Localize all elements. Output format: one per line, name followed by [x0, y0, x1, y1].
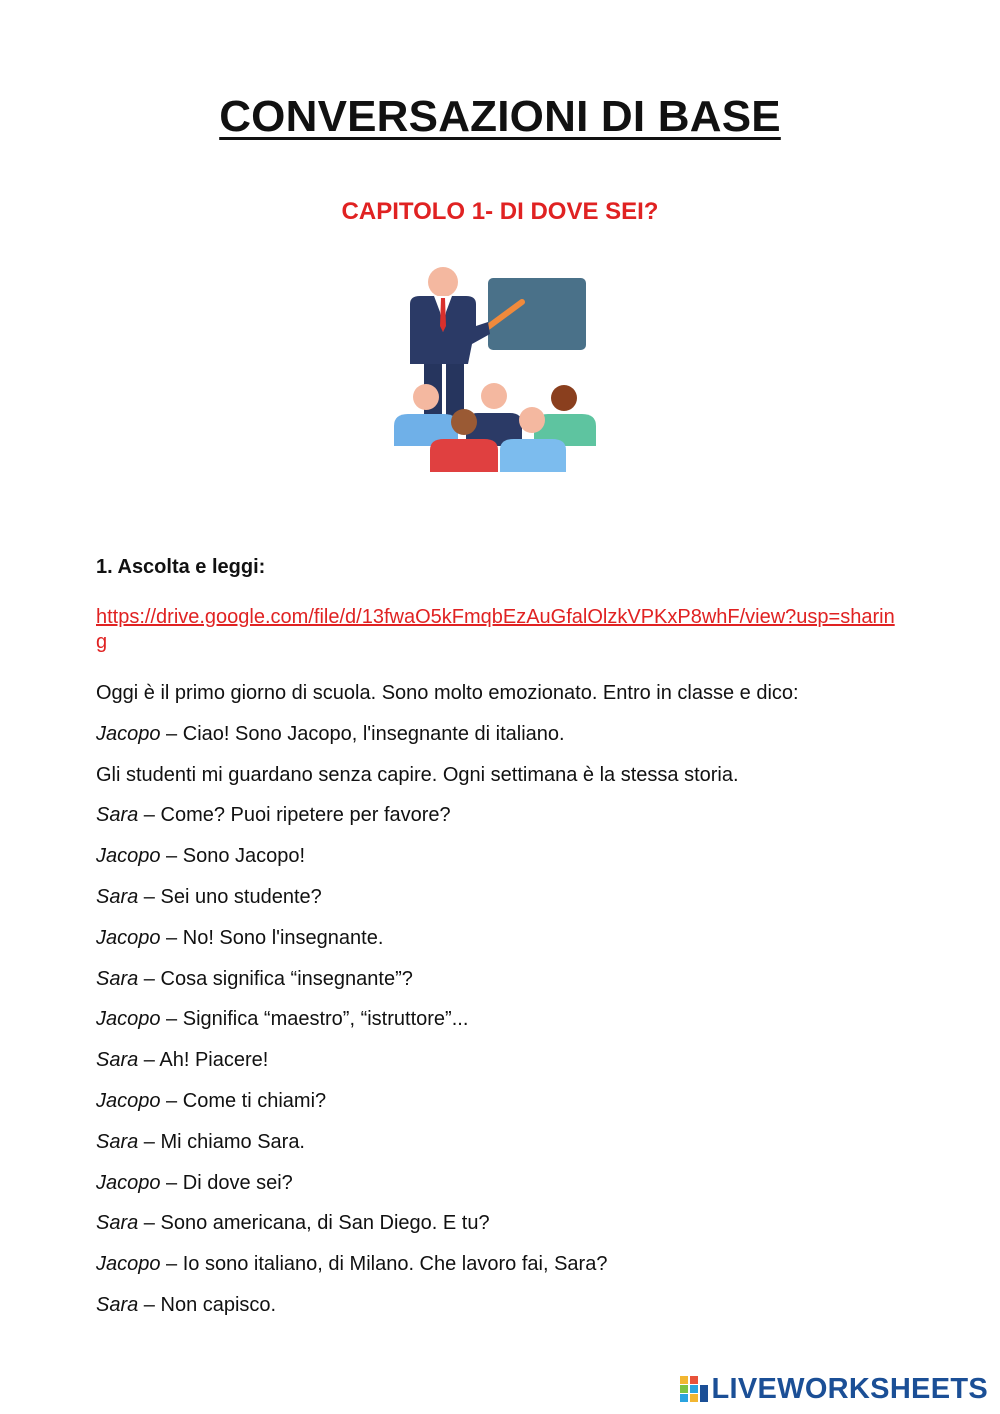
- dialogue-line: [96, 1006, 916, 1047]
- dialogue-line: [96, 1129, 916, 1170]
- dialogue-line: [96, 884, 916, 925]
- dialogue-line: [96, 1047, 916, 1088]
- speaker-separator: –: [138, 804, 161, 827]
- speaker-separator: –: [160, 1008, 183, 1031]
- dialogue-line: [96, 1170, 916, 1211]
- logo-text: LIVEWORKSHEETS: [711, 1372, 988, 1405]
- dialogue-line: [96, 762, 916, 803]
- speaker-name: Sara: [96, 1212, 139, 1235]
- speaker-name: Jacopo: [96, 1008, 161, 1031]
- line-text: Mi chiamo Sara.: [160, 1130, 305, 1153]
- speaker-separator: –: [160, 926, 183, 949]
- line-text: Di dove sei?: [182, 1171, 293, 1194]
- dialogue-line: [96, 1251, 916, 1292]
- speaker-separator: –: [138, 885, 161, 908]
- speaker-separator: –: [160, 845, 183, 868]
- line-text: Ciao! Sono Jacopo, l'insegnante di italiano.: [182, 722, 565, 745]
- dialogue-line: [96, 1088, 916, 1129]
- liveworksheets-logo: [680, 1372, 989, 1406]
- line-text: Oggi è il primo giorno di scuola. Sono molto emozionato. Entro in classe e dico:: [96, 682, 799, 704]
- speaker-separator: –: [160, 1253, 183, 1276]
- line-text: Come? Puoi ripetere per favore?: [160, 804, 451, 827]
- speaker-name: Sara: [96, 967, 139, 990]
- speaker-separator: –: [138, 1049, 160, 1072]
- speaker-separator: –: [138, 967, 161, 990]
- speaker-name: Jacopo: [96, 722, 161, 745]
- line-text: Non capisco.: [160, 1293, 277, 1316]
- line-text: Sono americana, di San Diego. E tu?: [160, 1212, 490, 1235]
- speaker-separator: –: [160, 722, 183, 745]
- teacher-classroom-icon: [388, 264, 602, 476]
- speaker-name: Jacopo: [96, 845, 161, 868]
- speaker-separator: –: [138, 1130, 161, 1153]
- liveworksheets-logo-icon: [680, 1376, 708, 1402]
- line-text: No! Sono l'insegnante.: [182, 926, 384, 949]
- chapter-subtitle: CAPITOLO 1- DI DOVE SEI?: [341, 198, 659, 225]
- speaker-separator: –: [138, 1293, 161, 1316]
- page-title: CONVERSAZIONI DI BASE: [219, 92, 781, 141]
- speaker-separator: –: [138, 1212, 161, 1235]
- line-text: Gli studenti mi guardano senza capire. Ogni settimana è la stessa storia.: [96, 763, 739, 786]
- speaker-name: Jacopo: [96, 926, 161, 949]
- speaker-separator: –: [160, 1171, 183, 1194]
- speaker-name: Sara: [96, 885, 139, 908]
- dialogue-line: [96, 966, 916, 1007]
- dialogue-text: [96, 680, 916, 1333]
- speaker-separator: –: [160, 1089, 183, 1112]
- speaker-name: Sara: [96, 1049, 139, 1072]
- line-text: Significa “maestro”, “istruttore”...: [182, 1008, 469, 1031]
- speaker-name: Sara: [96, 804, 139, 827]
- dialogue-line: [96, 802, 916, 843]
- speaker-name: Jacopo: [96, 1253, 161, 1276]
- line-text: Come ti chiami?: [182, 1089, 327, 1112]
- line-text: Sono Jacopo!: [182, 845, 306, 868]
- speaker-name: Jacopo: [96, 1171, 161, 1194]
- dialogue-line: [96, 680, 916, 721]
- line-text: Sei uno studente?: [160, 885, 322, 908]
- dialogue-line: [96, 843, 916, 884]
- speaker-name: Sara: [96, 1293, 139, 1316]
- audio-link[interactable]: https://drive.google.com/file/d/13fwaO5kFmqbEzAuGfalOlzkVPKxP8whF/view?usp=sharing: [96, 606, 895, 653]
- line-text: Cosa significa “insegnante”?: [160, 967, 413, 990]
- dialogue-line: [96, 1292, 916, 1333]
- line-text: Ah! Piacere!: [159, 1049, 269, 1072]
- section-heading: 1. Ascolta e leggi:: [96, 556, 266, 578]
- speaker-name: Jacopo: [96, 1089, 161, 1112]
- speaker-name: Sara: [96, 1130, 139, 1153]
- dialogue-line: [96, 925, 916, 966]
- dialogue-line: [96, 1210, 916, 1251]
- dialogue-line: [96, 721, 916, 762]
- line-text: Io sono italiano, di Milano. Che lavoro fai, Sara?: [182, 1253, 608, 1276]
